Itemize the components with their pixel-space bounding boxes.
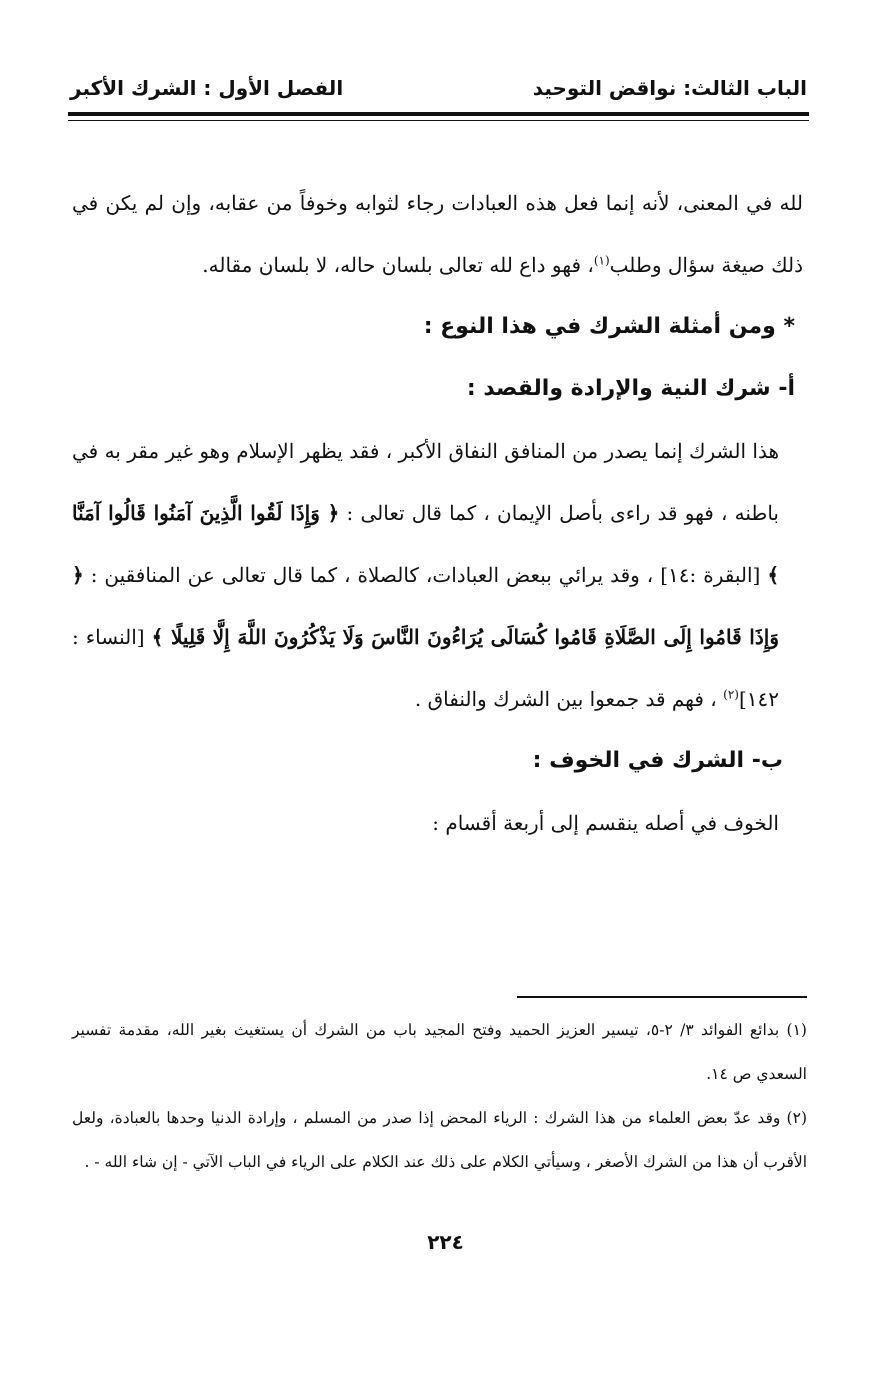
section-b-heading: ب- الشرك في الخوف : bbox=[532, 748, 783, 773]
quran-verse-2: ﴿ وَإِذَا قَامُوا إِلَى الصَّلَاةِ قَامُوا كُسَالَى يُرَاءُونَ النَّاسَ وَلَا يَذْكُرُونَ اللَّهَ إِلَّا قَلِيلًا ﴾ bbox=[72, 563, 779, 649]
section-a-heading: أ- شرك النية والإرادة والقصد : bbox=[466, 376, 795, 401]
page-number: ٢٢٤ bbox=[427, 1230, 464, 1254]
footnote-ref-1: (١) bbox=[593, 253, 610, 268]
header-rule-thin bbox=[68, 120, 809, 121]
section-a-paragraph: هذا الشرك إنما يصدر من المنافق النفاق الأكبر ، فقد يظهر الإسلام وهو غير مقر به في باطنه ، فهو قد راءى بأصل الإيمان ، كما قال تعالى : ﴿ وَإِذَا لَقُوا الَّذِينَ آمَنُوا قَالُوا آمَنَّا ﴾ [البقرة :١٤] ، وقد يرائي ببعض العبادات، كالصلاة ، كما قال تعالى عن المنافقين : ﴿ وَإِذَا قَامُوا إِلَى الصَّلَاةِ قَامُوا كُسَالَى يُرَاءُونَ النَّاسَ وَلَا يَذْكُرُونَ اللَّهَ إِلَّا قَلِيلًا ﴾ [النساء : ١٤٢]$^{(٢)}$ ، فهم قد جمعوا بين الشرك والنفاق . bbox=[71, 439, 780, 711]
footnotes bbox=[72, 1008, 807, 1184]
intro-paragraph: لله في المعنى، لأنه إنما فعل هذه العبادات رجاء لثوابه وخوفاً من عقابه، وإن لم يكن في ذلك صيغة سؤال وطلب$^{(١)}$، فهو داع لله تعالى بلسان حاله، لا بلسان مقاله. bbox=[72, 191, 803, 277]
header-section-title: الفصل الأول : الشرك الأكبر bbox=[70, 76, 344, 100]
section-b-paragraph: الخوف في أصله ينقسم إلى أربعة أقسام : bbox=[432, 811, 779, 835]
footnote-2: (٢) وقد عدّ بعض العلماء من هذا الشرك : الرياء المحض إذا صدر من المسلم ، وإرادة الدنيا وحدها بالعبادة، ولعل الأقرب أن هذا من الشرك الأصغر ، وسيأتي الكلام على ذلك عند الكلام على الرياء في الباب الآتي - إن شاء الله - . bbox=[72, 1109, 807, 1171]
header-chapter-title: الباب الثالث: نواقض التوحيد bbox=[532, 76, 807, 100]
header-rule-thick bbox=[68, 112, 809, 116]
main-text bbox=[72, 172, 803, 854]
footnote-ref-2: (٢) bbox=[723, 687, 739, 702]
examples-heading: * ومن أمثلة الشرك في هذا النوع : bbox=[423, 314, 795, 339]
footnote-separator bbox=[517, 996, 807, 998]
quran-verse-1: ﴿ وَإِذَا لَقُوا الَّذِينَ آمَنُوا قَالُوا آمَنَّا ﴾ bbox=[72, 501, 780, 587]
verse-ref-1: [البقرة :١٤] bbox=[660, 563, 761, 587]
running-header bbox=[70, 68, 807, 108]
verse-ref-2: [النساء : ١٤٢] bbox=[72, 625, 779, 711]
footnote-1: (١) بدائع الفوائد ٣/ ٢-٥، تيسير العزيز الحميد وفتح المجيد باب من الشرك أن يستغيث بغير الله، مقدمة تفسير السعدي ص ١٤. bbox=[72, 1021, 807, 1083]
